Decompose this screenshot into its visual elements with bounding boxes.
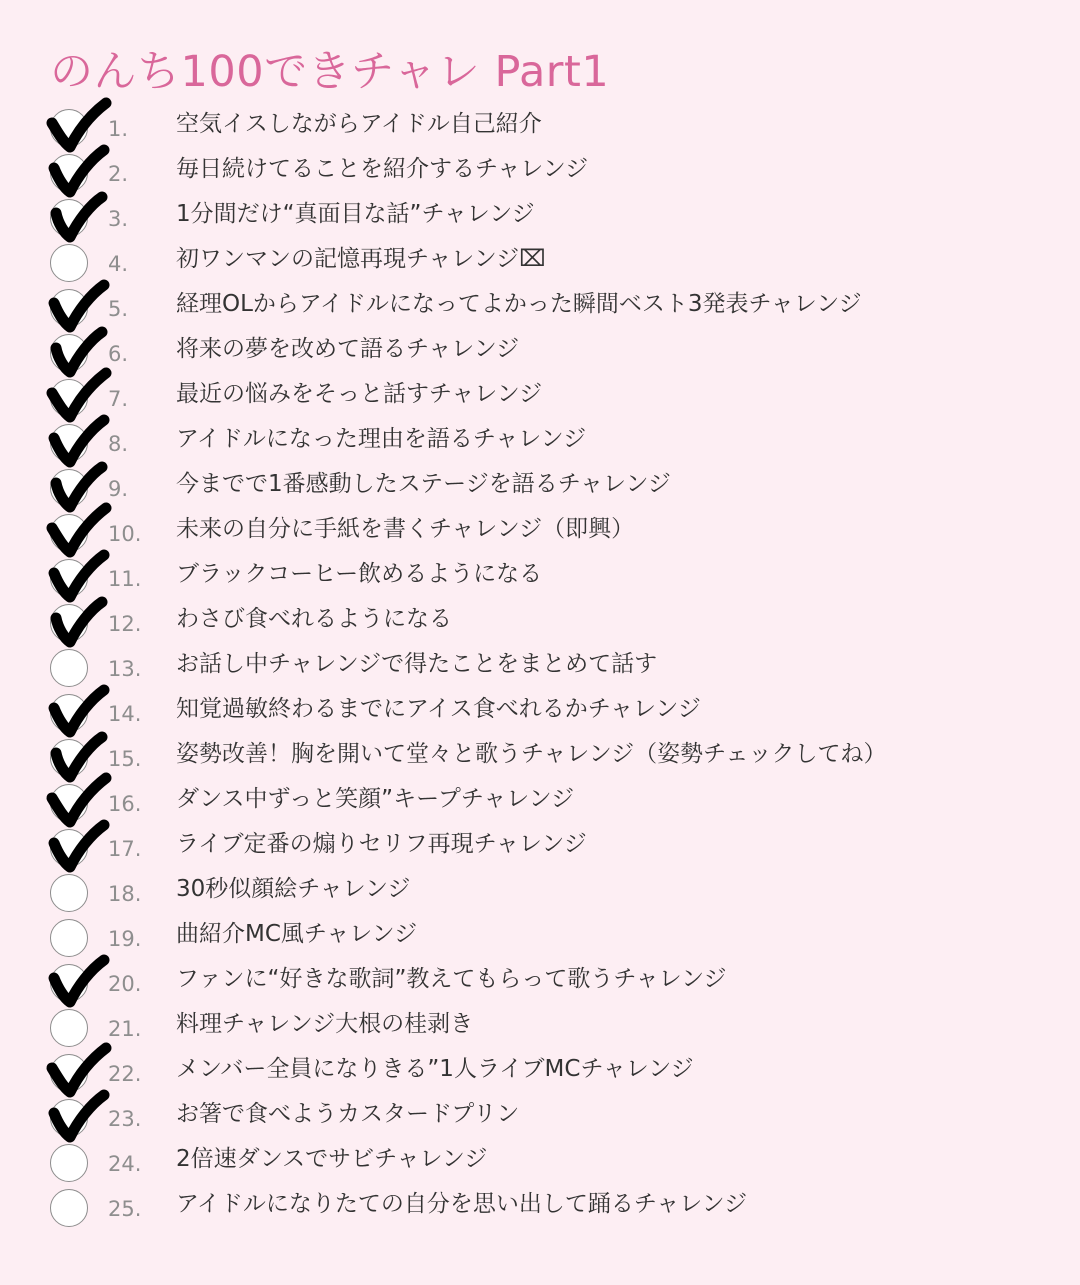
list-item (0, 602, 1080, 647)
item-number: 20. (108, 972, 142, 996)
item-text: 1分間だけ“真面目な話”チャレンジ (176, 201, 535, 227)
list-item (0, 422, 1080, 467)
item-number: 3. (108, 207, 129, 231)
list-item (0, 1142, 1080, 1187)
list-item (0, 1187, 1080, 1232)
item-text: メンバー全員になりきる”1人ライブMCチャレンジ (176, 1056, 694, 1082)
item-text: 30秒似顔絵チャレンジ (176, 876, 411, 902)
item-text: アイドルになった理由を語るチャレンジ (176, 426, 587, 452)
item-text: ファンに“好きな歌詞”教えてもらって歌うチャレンジ (176, 966, 727, 992)
item-number: 10. (108, 522, 142, 546)
list-item (0, 152, 1080, 197)
list-item (0, 107, 1080, 152)
list-item (0, 962, 1080, 1007)
list-item (0, 872, 1080, 917)
checkbox-circle[interactable] (50, 874, 88, 912)
list-item (0, 512, 1080, 557)
list-item (0, 332, 1080, 377)
list-item (0, 1052, 1080, 1097)
item-text: わさび食べれるようになる (176, 606, 452, 632)
item-number: 6. (108, 342, 129, 366)
list-item (0, 377, 1080, 422)
item-text: ブラックコーヒー飲めるようになる (176, 561, 543, 587)
item-text: 経理OLからアイドルになってよかった瞬間ベスト3発表チャレンジ (176, 291, 862, 317)
item-text: ライブ定番の煽りセリフ再現チャレンジ (176, 831, 587, 857)
list-item (0, 197, 1080, 242)
item-text: 毎日続けてることを紹介するチャレンジ (176, 156, 589, 182)
item-text: 姿勢改善！胸を開いて堂々と歌うチャレンジ（姿勢チェックしてね） (176, 741, 887, 767)
item-number: 15. (108, 747, 142, 771)
list-item (0, 692, 1080, 737)
list-item (0, 1097, 1080, 1142)
item-number: 13. (108, 657, 142, 681)
list-item (0, 557, 1080, 602)
item-text: 未来の自分に手紙を書くチャレンジ（即興） (176, 516, 635, 542)
item-text: 初ワンマンの記憶再現チャレンジ⌧ (176, 246, 546, 272)
item-number: 19. (108, 927, 142, 951)
item-number: 7. (108, 387, 129, 411)
item-number: 24. (108, 1152, 142, 1176)
list-item (0, 647, 1080, 692)
list-item (0, 917, 1080, 962)
item-text: 将来の夢を改めて語るチャレンジ (176, 336, 520, 362)
page-title: のんち100できチャレ Part1 (50, 47, 610, 97)
item-text: お箸で食べようカスタードプリン (176, 1101, 520, 1127)
item-number: 11. (108, 567, 142, 591)
item-text: ダンス中ずっと笑顔”キープチャレンジ (176, 786, 575, 812)
list-item (0, 1007, 1080, 1052)
list-item (0, 287, 1080, 332)
item-number: 4. (108, 252, 129, 276)
list-item (0, 737, 1080, 782)
list-item (0, 782, 1080, 827)
checkbox-circle[interactable] (50, 1189, 88, 1227)
item-text: アイドルになりたての自分を思い出して踊るチャレンジ (176, 1191, 748, 1217)
item-text: 知覚過敏終わるまでにアイス食べれるかチャレンジ (176, 696, 701, 722)
item-number: 8. (108, 432, 129, 456)
list-item (0, 827, 1080, 872)
item-number: 22. (108, 1062, 142, 1086)
item-number: 2. (108, 162, 129, 186)
item-text: 最近の悩みをそっと話すチャレンジ (176, 381, 543, 407)
item-number: 21. (108, 1017, 142, 1041)
item-text: 料理チャレンジ大根の桂剥き (176, 1011, 474, 1037)
item-number: 18. (108, 882, 142, 906)
item-number: 12. (108, 612, 142, 636)
list-item (0, 467, 1080, 512)
item-number: 1. (108, 117, 129, 141)
checkbox-circle[interactable] (50, 1144, 88, 1182)
item-text: 今までで1番感動したステージを語るチャレンジ (176, 471, 671, 497)
item-number: 25. (108, 1197, 142, 1221)
item-text: お話し中チャレンジで得たことをまとめて話す (176, 651, 658, 677)
item-number: 16. (108, 792, 142, 816)
item-number: 17. (108, 837, 142, 861)
item-number: 14. (108, 702, 142, 726)
item-text: 2倍速ダンスでサビチャレンジ (176, 1146, 488, 1172)
item-text: 曲紹介MC風チャレンジ (176, 921, 418, 947)
item-number: 5. (108, 297, 129, 321)
item-number: 23. (108, 1107, 142, 1131)
item-number: 9. (108, 477, 129, 501)
item-text: 空気イスしながらアイドル自己紹介 (176, 111, 542, 137)
list-item (0, 242, 1080, 287)
